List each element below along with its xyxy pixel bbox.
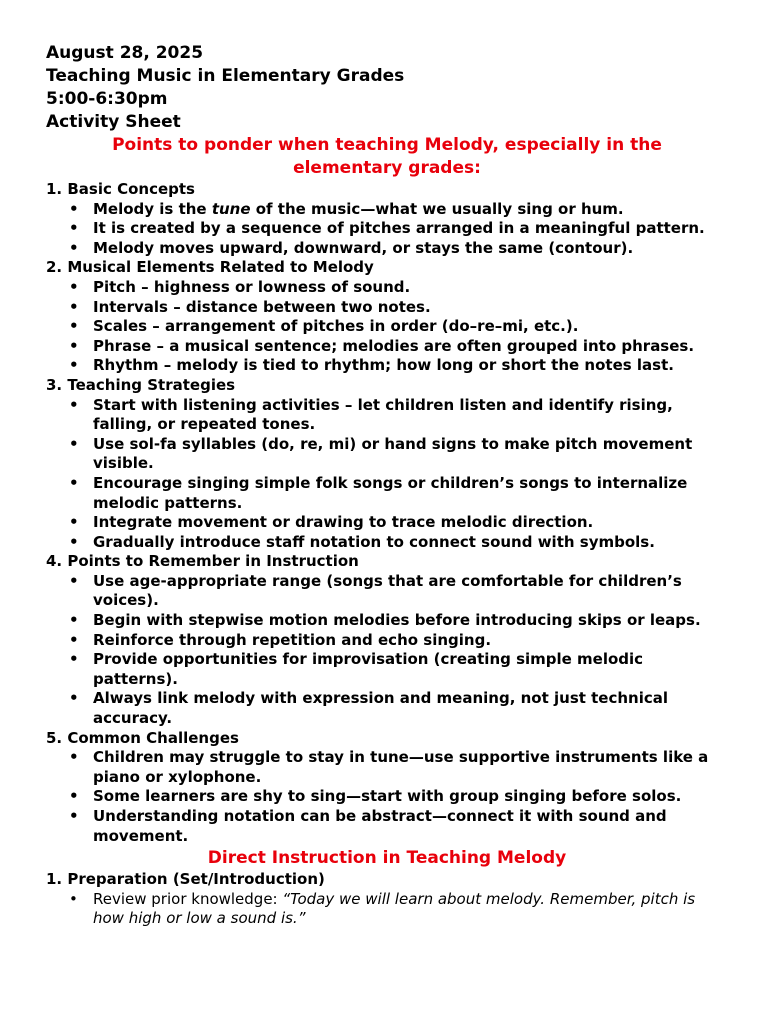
list-item	[69, 748, 728, 787]
item-text: It is created by a sequence of pitches arranged in a meaningful pattern.	[93, 219, 705, 238]
list-item	[69, 277, 728, 298]
item-text: Use age-appropriate range (songs that are comfortable for children’s voices).	[93, 571, 682, 610]
item-text-prefix: Review prior knowledge:	[93, 889, 283, 908]
list-item	[69, 787, 728, 807]
list-item	[69, 238, 728, 259]
bullet-icon: •	[69, 199, 79, 218]
list-item	[69, 336, 728, 357]
item-text: Gradually introduce staff notation to connect sound with symbols.	[93, 532, 655, 551]
bullet-icon: •	[69, 650, 79, 669]
bullet-icon: •	[69, 277, 79, 296]
list-item	[69, 889, 728, 929]
document-type: Activity Sheet	[46, 112, 181, 132]
item-text: Children may struggle to stay in tune—use supportive instruments like a piano or xylophone.	[93, 748, 709, 786]
class-time: 5:00-6:30pm	[46, 89, 168, 109]
bullet-list-common-challenges	[46, 748, 728, 846]
item-text-part: of the music—what we usually sing or hum.	[250, 199, 624, 218]
item-text: Scales – arrangement of pitches in order (do–re–mi, etc.).	[93, 317, 579, 336]
item-text: Melody moves upward, downward, or stays the same (contour).	[93, 238, 634, 257]
item-text: Always link melody with expression and meaning, not just technical accuracy.	[93, 689, 669, 728]
item-text: Provide opportunities for improvisation (creating simple melodic patterns).	[93, 650, 644, 688]
item-text: Phrase – a musical sentence; melodies are often grouped into phrases.	[93, 336, 695, 355]
section-heading-preparation: 1. Preparation (Set/Introduction)	[46, 870, 325, 889]
item-text: Rhythm – melody is tied to rhythm; how long or short the notes last.	[93, 356, 674, 375]
list-item	[69, 395, 728, 435]
item-text: Encourage singing simple folk songs or children’s songs to internalize melodic patterns.	[93, 473, 688, 512]
list-item	[69, 650, 728, 689]
section-heading-musical-elements: 2. Musical Elements Related to Melody	[46, 258, 374, 277]
bullet-list-points-to-remember	[46, 572, 728, 729]
list-item	[69, 199, 728, 220]
item-text: Some learners are shy to sing—start with group singing before solos.	[93, 787, 682, 806]
bullet-icon: •	[69, 807, 79, 825]
item-text: Start with listening activities – let children listen and identify rising, falling, or repeated tones.	[93, 395, 673, 434]
bullet-icon: •	[69, 571, 79, 590]
item-text-italic: tune	[211, 199, 251, 218]
section-title-line-2: elementary grades:	[293, 158, 481, 178]
item-text: Begin with stepwise motion melodies before introducing skips or leaps.	[93, 611, 701, 630]
list-item	[69, 434, 728, 474]
bullet-icon: •	[69, 238, 79, 257]
item-text: Intervals – distance between two notes.	[93, 297, 431, 316]
bullet-icon: •	[69, 689, 79, 708]
list-item	[69, 571, 728, 611]
bullet-list-basic-concepts	[46, 200, 728, 259]
item-text: Pitch – highness or lowness of sound.	[93, 277, 411, 296]
section-heading-common-challenges: 5. Common Challenges	[46, 728, 239, 747]
bullet-list-musical-elements	[46, 278, 728, 376]
doc-date: August 28, 2025	[46, 43, 204, 63]
list-item	[69, 297, 728, 318]
item-text: Use sol-fa syllables (do, re, mi) or hand signs to make pitch movement visible.	[93, 434, 693, 473]
section-heading-teaching-strategies: 3. Teaching Strategies	[46, 375, 236, 394]
item-text: Reinforce through repetition and echo singing.	[93, 630, 492, 649]
bullet-list-teaching-strategies	[46, 396, 728, 553]
bullet-list-preparation	[46, 890, 728, 929]
item-text-part: Melody is the	[93, 199, 212, 218]
list-item	[69, 219, 728, 239]
bullet-icon: •	[69, 434, 79, 453]
bullet-icon: •	[69, 889, 78, 908]
bullet-icon: •	[69, 513, 79, 532]
bullet-icon: •	[69, 748, 79, 767]
list-item	[69, 611, 728, 631]
section-title-melody-points	[46, 134, 728, 180]
bullet-icon: •	[69, 317, 79, 336]
section-title-direct-instruction: Direct Instruction in Teaching Melody	[207, 848, 567, 869]
list-item	[69, 630, 728, 651]
bullet-icon: •	[69, 336, 79, 355]
bullet-icon: •	[69, 473, 79, 492]
bullet-icon: •	[69, 630, 79, 649]
section-heading-points-to-remember: 4. Points to Remember in Instruction	[46, 552, 359, 571]
item-text: Integrate movement or drawing to trace melodic direction.	[93, 513, 594, 532]
bullet-icon: •	[69, 297, 79, 316]
section-title-line-1: Points to ponder when teaching Melody, especially in the	[112, 135, 662, 155]
item-text: Understanding notation can be abstract—connect it with sound and movement.	[93, 807, 667, 845]
bullet-icon: •	[69, 395, 79, 414]
course-title: Teaching Music in Elementary Grades	[46, 66, 405, 86]
list-item	[69, 807, 728, 846]
list-item	[69, 356, 728, 376]
list-item	[69, 532, 728, 553]
list-item	[69, 473, 728, 513]
item-text-quote: “Today we will learn about melody. Remember, pitch is how high or low a sound is.”	[93, 889, 696, 928]
list-item	[69, 689, 728, 728]
section-heading-basic-concepts: 1. Basic Concepts	[46, 180, 195, 198]
bullet-icon: •	[69, 356, 79, 375]
bullet-icon: •	[69, 787, 79, 806]
list-item	[69, 317, 728, 337]
bullet-icon: •	[69, 219, 79, 238]
list-item	[69, 513, 728, 533]
bullet-icon: •	[69, 532, 79, 551]
bullet-icon: •	[69, 611, 79, 630]
